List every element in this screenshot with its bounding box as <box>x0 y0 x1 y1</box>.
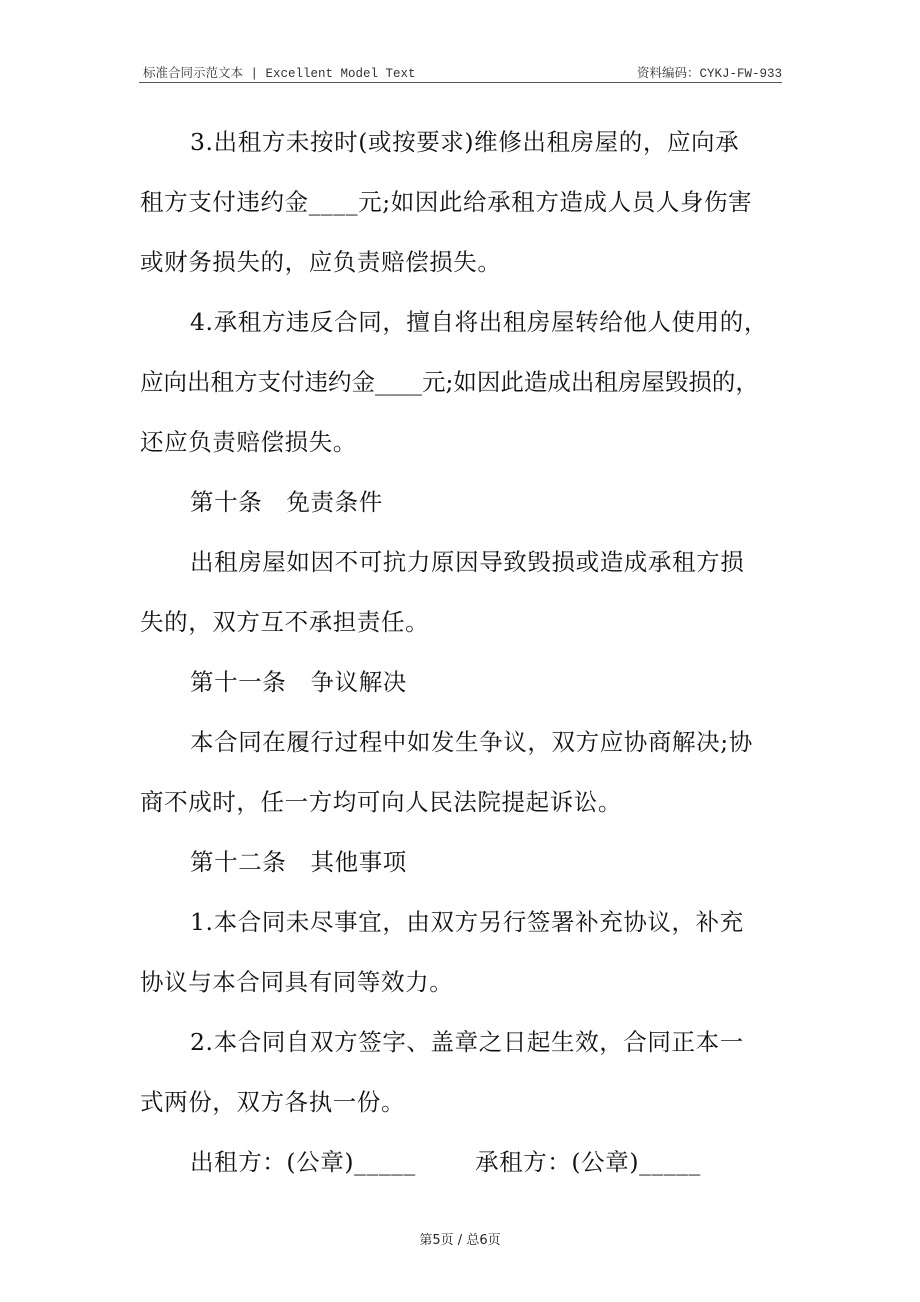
paragraph-line: 失的，双方互不承担责任。 <box>140 608 430 636</box>
header-title: 标准合同示范文本 | Excellent Model Text <box>143 67 416 81</box>
document-body <box>140 112 780 1192</box>
signature-row <box>140 1132 780 1192</box>
header-divider <box>139 82 782 83</box>
lessee-signature: 承租方：(公章)_____ <box>475 1148 701 1176</box>
header-doc-code: 资料编码：CYKJ-FW-933 <box>636 67 782 81</box>
article-10-heading: 第十条 免责条件 <box>190 488 383 516</box>
paragraph-line: 4.承租方违反合同，擅自将出租房屋转给他人使用的， <box>190 308 768 336</box>
page-number: 第5页 / 总6页 <box>419 1233 501 1248</box>
paragraph-line: 商不成时，任一方均可向人民法院提起诉讼。 <box>140 788 622 816</box>
paragraph-line: 3.出租方未按时(或按要求)维修出租房屋的，应向承 <box>190 128 740 156</box>
page-header <box>139 60 782 82</box>
paragraph-line: 租方支付违约金____元;如因此给承租方造成人员人身伤害 <box>140 188 753 216</box>
lessor-signature: 出租方：(公章)_____ <box>190 1148 416 1176</box>
article-11-heading: 第十一条 争议解决 <box>190 668 407 696</box>
paragraph-line: 应向出租方支付违约金____元;如因此造成出租房屋毁损的， <box>140 368 759 396</box>
paragraph-line: 或财务损失的，应负责赔偿损失。 <box>140 248 502 276</box>
paragraph-line: 协议与本合同具有同等效力。 <box>140 968 454 996</box>
paragraph-line: 式两份，双方各执一份。 <box>140 1088 406 1116</box>
paragraph-line: 2.本合同自双方签字、盖章之日起生效，合同正本一 <box>190 1028 744 1056</box>
paragraph-line: 1.本合同未尽事宜，由双方另行签署补充协议，补充 <box>190 908 744 936</box>
paragraph-line: 本合同在履行过程中如发生争议，双方应协商解决;协 <box>190 728 753 756</box>
article-12-heading: 第十二条 其他事项 <box>190 848 407 876</box>
paragraph-line: 出租房屋如因不可抗力原因导致毁损或造成承租方损 <box>190 548 745 576</box>
paragraph-line: 还应负责赔偿损失。 <box>140 428 357 456</box>
